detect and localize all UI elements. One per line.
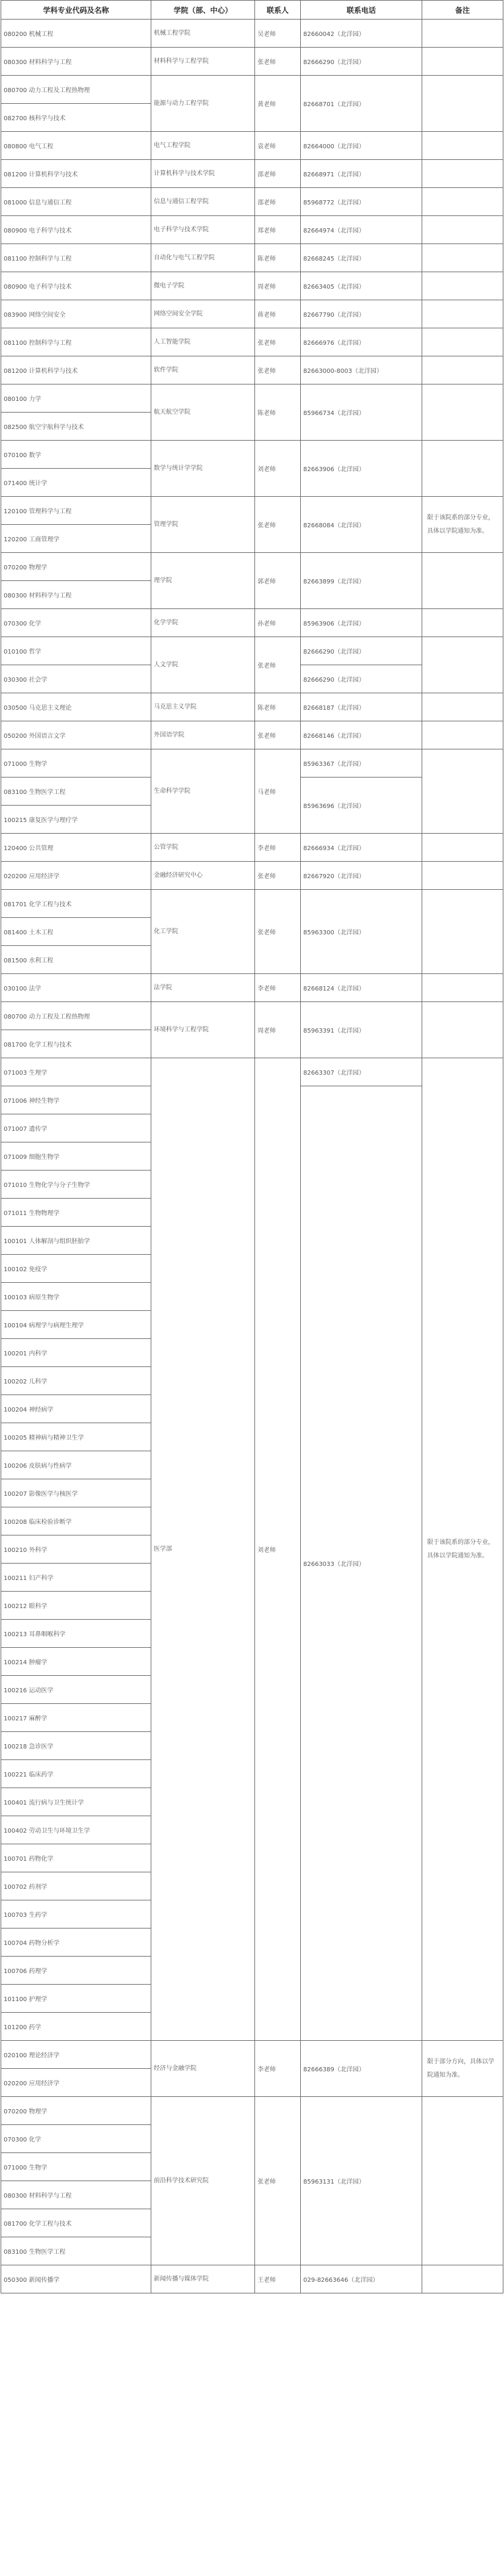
contact-person: 张老师 [255,356,301,384]
discipline-code-name: 100210 外科学 [1,1535,151,1564]
header-code-name: 学科专业代码及名称 [1,1,151,20]
contact-phone: 82668187（北洋园） [301,693,422,721]
contact-person: 李老师 [255,2041,301,2097]
discipline-code-name: 100218 急诊医学 [1,1732,151,1760]
contact-phone: 82663307（北洋园） [301,1058,422,1086]
discipline-code-name: 080900 电子科学与技术 [1,216,151,244]
contact-phone: 85963696（北洋园） [301,777,422,834]
contact-phone: 82666389（北洋园） [301,2041,422,2097]
discipline-code-name: 100206 皮肤病与性病学 [1,1451,151,1479]
discipline-code-name: 070300 化学 [1,609,151,637]
table-row [1,2265,503,2293]
contact-phone: 82668124（北洋园） [301,974,422,1002]
college-name: 法学院 [151,974,255,1002]
discipline-code-name: 071400 统计学 [1,469,151,497]
contact-phone: 82664000（北洋园） [301,132,422,160]
table-row [1,76,503,104]
contact-person: 邵老师 [255,188,301,216]
college-name: 人文学院 [151,637,255,693]
college-name: 人工智能学院 [151,328,255,356]
contact-phone: 85963906（北洋园） [301,609,422,637]
discipline-code-name: 070100 数学 [1,441,151,469]
contact-person: 张老师 [255,862,301,890]
contact-phone: 85963300（北洋园） [301,890,422,974]
college-name: 化学学院 [151,609,255,637]
contact-phone: 82666976（北洋园） [301,328,422,356]
discipline-code-name: 081000 信息与通信工程 [1,188,151,216]
contact-person: 邵老师 [255,160,301,188]
header-note: 备注 [422,1,503,20]
contact-person: 刘老师 [255,441,301,497]
remark [422,20,503,48]
college-name: 环境科学与工程学院 [151,1002,255,1058]
remark [422,553,503,609]
remark [422,2097,503,2265]
discipline-code-name: 100211 妇产科学 [1,1564,151,1592]
table-row [1,974,503,1002]
discipline-code-name: 071011 生物物理学 [1,1199,151,1227]
contact-person: 张老师 [255,637,301,693]
college-name: 信息与通信工程学院 [151,188,255,216]
discipline-code-name: 120100 管理科学与工程 [1,497,151,525]
college-name: 能源与动力工程学院 [151,76,255,132]
contact-person: 张老师 [255,328,301,356]
table-row [1,384,503,413]
remark [422,328,503,356]
discipline-code-name: 100204 神经病学 [1,1395,151,1423]
discipline-code-name: 071010 生物化学与分子生物学 [1,1171,151,1199]
contact-person: 马老师 [255,749,301,834]
discipline-code-name: 050300 新闻传播学 [1,2265,151,2293]
college-name: 电子科学与技术学院 [151,216,255,244]
table-row [1,721,503,749]
contact-phone: 82663906（北洋园） [301,441,422,497]
discipline-code-name: 082500 航空宇航科学与技术 [1,413,151,441]
table-row [1,216,503,244]
discipline-code-name: 070200 物理学 [1,553,151,581]
contact-person: 郑老师 [255,216,301,244]
college-name: 软件学院 [151,356,255,384]
contact-phone: 85963131（北洋园） [301,2097,422,2265]
contact-phone: 82663000-8003（北洋园） [301,356,422,384]
table-row [1,300,503,328]
contact-person: 周老师 [255,1002,301,1058]
discipline-code-name: 071007 遗传学 [1,1114,151,1142]
discipline-code-name: 080300 材料科学与工程 [1,2181,151,2209]
table-row [1,497,503,525]
college-name: 计算机科学与技术学院 [151,160,255,188]
table-row [1,1002,503,1030]
discipline-code-name: 101100 护理学 [1,1985,151,2013]
table-row [1,749,503,777]
contact-phone: 82668701（北洋园） [301,76,422,132]
college-name: 生命科学学院 [151,749,255,834]
discipline-code-name: 071003 生理学 [1,1058,151,1086]
discipline-code-name: 080300 材料科学与工程 [1,48,151,76]
discipline-code-name: 080300 材料科学与工程 [1,581,151,609]
table-row [1,20,503,48]
college-name: 公管学院 [151,834,255,862]
discipline-code-name: 100704 药物分析学 [1,1928,151,1957]
college-name: 化工学院 [151,890,255,974]
discipline-code-name: 100215 康复医学与理疗学 [1,806,151,834]
remark: 限于该院系的部分专业，具体以学院通知为准。 [422,1058,503,2041]
contact-person: 郭老师 [255,553,301,609]
college-name: 马克思主义学院 [151,693,255,721]
discipline-code-name: 120400 公共管理 [1,834,151,862]
header-phone: 联系电话 [301,1,422,20]
discipline-code-name: 081200 计算机科学与技术 [1,160,151,188]
table-row [1,1058,503,1086]
college-name: 机械工程学院 [151,20,255,48]
contact-phone: 82666290（北洋园） [301,665,422,693]
discipline-code-name: 020200 应用经济学 [1,2069,151,2097]
remark [422,637,503,693]
discipline-code-name: 100201 内科学 [1,1339,151,1367]
remark [422,48,503,76]
table-row [1,272,503,300]
discipline-code-name: 070300 化学 [1,2125,151,2153]
discipline-code-name: 071009 细胞生物学 [1,1142,151,1171]
discipline-code-name: 080700 动力工程及工程热物理 [1,1002,151,1030]
remark [422,749,503,834]
remark [422,834,503,862]
table-row [1,2041,503,2069]
discipline-code-name: 030500 马克思主义理论 [1,693,151,721]
discipline-code-name: 081500 水利工程 [1,946,151,974]
remark [422,272,503,300]
contact-person: 孙老师 [255,609,301,637]
contact-phone: 82668084（北洋园） [301,497,422,553]
contact-phone: 82668971（北洋园） [301,160,422,188]
discipline-code-name: 081701 化学工程与技术 [1,890,151,918]
discipline-code-name: 081400 土木工程 [1,918,151,946]
contact-phone: 85968772（北洋园） [301,188,422,216]
college-name: 航天航空学院 [151,384,255,441]
discipline-code-name: 120200 工商管理学 [1,525,151,553]
discipline-code-name: 030300 社会学 [1,665,151,693]
discipline-code-name: 030100 法学 [1,974,151,1002]
table-row [1,356,503,384]
table-row [1,160,503,188]
discipline-code-name: 100216 运动医学 [1,1676,151,1704]
contact-person: 李老师 [255,974,301,1002]
contact-phone: 85963391（北洋园） [301,1002,422,1058]
college-name: 微电子学院 [151,272,255,300]
contact-phone: 82663899（北洋园） [301,553,422,609]
college-name: 新闻传播与媒体学院 [151,2265,255,2293]
remark [422,974,503,1002]
discipline-code-name: 010100 哲学 [1,637,151,665]
contact-phone: 029-82663646（北洋园） [301,2265,422,2293]
discipline-code-name: 100702 药剂学 [1,1872,151,1900]
header-contact: 联系人 [255,1,301,20]
discipline-code-name: 100217 麻醉学 [1,1704,151,1732]
discipline-code-name: 071000 生物学 [1,749,151,777]
table-row [1,693,503,721]
remark [422,693,503,721]
discipline-code-name: 083900 网络空间安全 [1,300,151,328]
discipline-code-name: 080900 电子科学与技术 [1,272,151,300]
remark [422,132,503,160]
contact-person: 张老师 [255,890,301,974]
college-name: 理学院 [151,553,255,609]
college-name: 医学部 [151,1058,255,2041]
contact-person: 蒋老师 [255,300,301,328]
table-row [1,244,503,272]
discipline-code-name: 100401 流行病与卫生统计学 [1,1788,151,1816]
contact-person: 袁老师 [255,132,301,160]
table-row [1,2097,503,2125]
remark [422,188,503,216]
discipline-code-name: 080200 机械工程 [1,20,151,48]
remark: 限于该院系的部分专业，具体以学院通知为准。 [422,497,503,553]
contact-person: 吴老师 [255,20,301,48]
discipline-code-name: 071000 生物学 [1,2153,151,2181]
remark [422,2265,503,2293]
table-row [1,188,503,216]
discipline-code-name: 071006 神经生物学 [1,1086,151,1114]
discipline-code-name: 100706 药理学 [1,1957,151,1985]
college-name: 材料科学与工程学院 [151,48,255,76]
table-row [1,48,503,76]
contact-phone: 85966734（北洋园） [301,384,422,441]
contact-phone: 82660042（北洋园） [301,20,422,48]
discipline-code-name: 020200 应用经济学 [1,862,151,890]
discipline-code-name: 081100 控制科学与工程 [1,244,151,272]
remark [422,721,503,749]
discipline-code-name: 081700 化学工程与技术 [1,2209,151,2237]
contact-person: 陈老师 [255,384,301,441]
discipline-code-name: 100101 人体解剖与组织胚胎学 [1,1227,151,1255]
table-row [1,862,503,890]
contact-person: 李老师 [255,834,301,862]
college-name: 网络空间安全学院 [151,300,255,328]
contact-phone: 82666934（北洋园） [301,834,422,862]
remark [422,216,503,244]
remark [422,609,503,637]
remark: 限于部分方向，具体以学院通知为准。 [422,2041,503,2097]
remark [422,356,503,384]
contact-person: 黄老师 [255,76,301,132]
college-name: 管理学院 [151,497,255,553]
contact-phone: 82666290（北洋园） [301,637,422,665]
discipline-code-name: 100214 肿瘤学 [1,1648,151,1676]
discipline-code-name: 100208 临床检验诊断学 [1,1507,151,1535]
remark [422,890,503,974]
remark [422,76,503,132]
college-name: 电气工程学院 [151,132,255,160]
discipline-code-name: 083100 生物医学工程 [1,2237,151,2265]
contact-phone: 82667790（北洋园） [301,300,422,328]
table-row [1,609,503,637]
contact-person: 王老师 [255,2265,301,2293]
table-row [1,553,503,581]
discipline-code-name: 050200 外国语言文学 [1,721,151,749]
discipline-code-name: 100703 生药学 [1,1900,151,1928]
discipline-code-name: 101200 药学 [1,2013,151,2041]
discipline-code-name: 100202 儿科学 [1,1367,151,1395]
table-row [1,637,503,665]
table-row [1,834,503,862]
remark [422,160,503,188]
contact-person: 张老师 [255,497,301,553]
contact-person: 张老师 [255,2097,301,2265]
college-name: 自动化与电气工程学院 [151,244,255,272]
college-name: 数学与统计学学院 [151,441,255,497]
discipline-code-name: 100207 影像医学与核医学 [1,1479,151,1507]
contact-phone: 82668245（北洋园） [301,244,422,272]
remark [422,441,503,497]
discipline-code-name: 081200 计算机科学与技术 [1,356,151,384]
discipline-code-name: 081100 控制科学与工程 [1,328,151,356]
discipline-code-name: 080100 力学 [1,384,151,413]
contact-phone: 82666290（北洋园） [301,48,422,76]
remark [422,1002,503,1058]
contact-person: 陈老师 [255,693,301,721]
table-row [1,328,503,356]
discipline-code-name: 100213 耳鼻咽喉科学 [1,1620,151,1648]
remark [422,862,503,890]
contact-phone: 82667920（北洋园） [301,862,422,890]
discipline-code-name: 100103 病原生物学 [1,1283,151,1311]
remark [422,300,503,328]
discipline-code-name: 100221 临床药学 [1,1760,151,1788]
contact-phone: 82663033（北洋园） [301,1086,422,2041]
table-row [1,890,503,918]
discipline-code-name: 083100 生物医学工程 [1,777,151,806]
contact-person: 刘老师 [255,1058,301,2041]
header-college: 学院（部、中心） [151,1,255,20]
table-row [1,441,503,469]
remark [422,384,503,441]
contact-phone: 82668146（北洋园） [301,721,422,749]
discipline-code-name: 080800 电气工程 [1,132,151,160]
contact-person: 张老师 [255,721,301,749]
table-row [1,132,503,160]
discipline-code-name: 082700 核科学与技术 [1,104,151,132]
contact-table [1,0,503,2293]
college-name: 外国语学院 [151,721,255,749]
discipline-code-name: 100205 精神病与精神卫生学 [1,1423,151,1451]
table-header [1,1,503,20]
discipline-code-name: 100102 免疫学 [1,1255,151,1283]
college-name: 金融经济研究中心 [151,862,255,890]
contact-phone: 82664974（北洋园） [301,216,422,244]
contact-person: 周老师 [255,272,301,300]
discipline-code-name: 100402 劳动卫生与环境卫生学 [1,1816,151,1844]
discipline-code-name: 020100 理论经济学 [1,2041,151,2069]
discipline-code-name: 100104 病理学与病理生理学 [1,1311,151,1339]
discipline-code-name: 070200 物理学 [1,2097,151,2125]
college-name: 经济与金融学院 [151,2041,255,2097]
discipline-code-name: 081700 化学工程与技术 [1,1030,151,1058]
contact-person: 陈老师 [255,244,301,272]
contact-phone: 82663405（北洋园） [301,272,422,300]
discipline-code-name: 080700 动力工程及工程热物理 [1,76,151,104]
contact-phone: 85963367（北洋园） [301,749,422,777]
remark [422,244,503,272]
contact-person: 张老师 [255,48,301,76]
discipline-code-name: 100212 眼科学 [1,1592,151,1620]
college-name: 前沿科学技术研究院 [151,2097,255,2265]
discipline-code-name: 100701 药物化学 [1,1844,151,1872]
